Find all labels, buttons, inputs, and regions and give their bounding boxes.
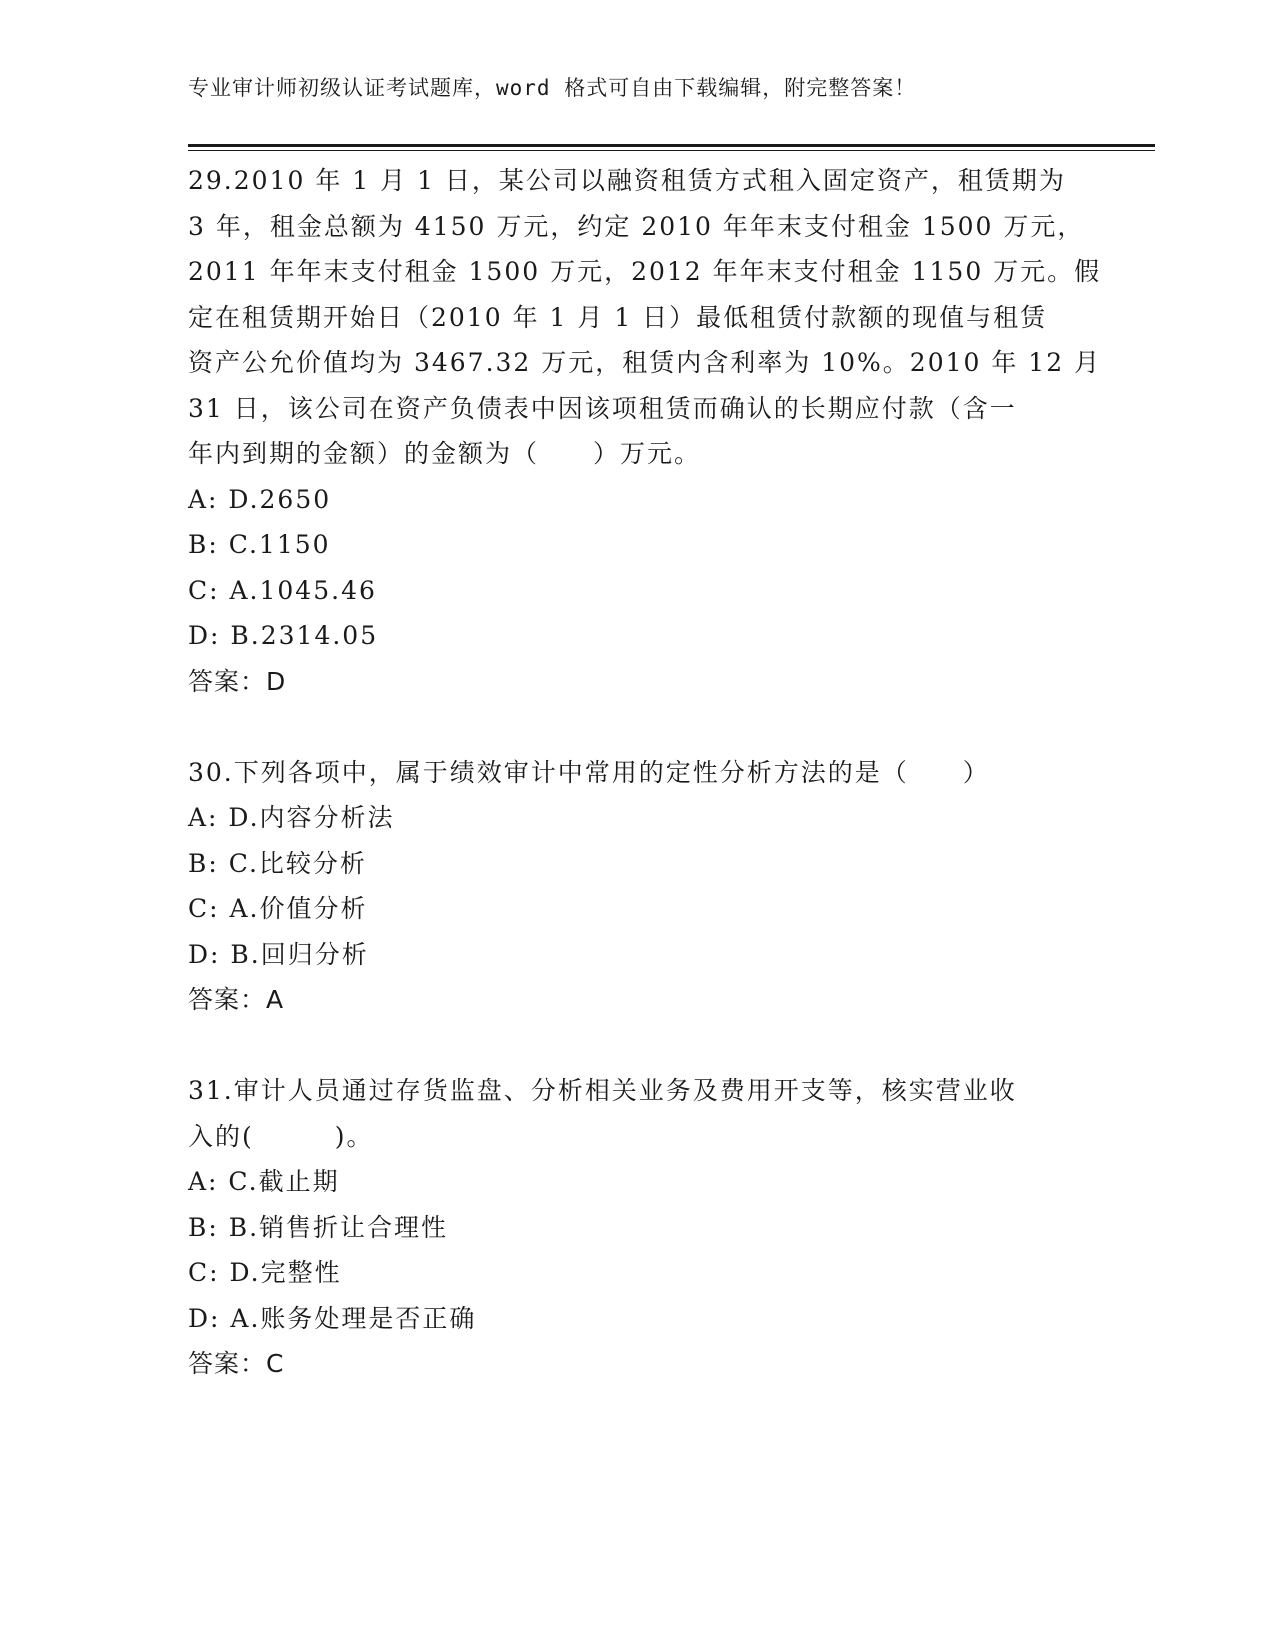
question-stem-line: 3 年，租金总额为 4150 万元，约定 2010 年年末支付租金 1500 万元， xyxy=(188,211,1085,241)
question-29 xyxy=(188,158,1102,704)
question-stem-line: 年内到期的金额）的金额为（ ）万元。 xyxy=(188,439,702,468)
question-stem-line: 30.下列各项中，属于绩效审计中常用的定性分析方法的是（ ） xyxy=(188,757,990,787)
header-rule-thick xyxy=(188,144,1155,147)
option-c: C: A.价值分析 xyxy=(188,894,368,923)
answer-label: 答案：A xyxy=(188,985,285,1014)
answer-label: 答案：C xyxy=(188,1349,285,1378)
question-list xyxy=(188,158,1102,1387)
question-spacer xyxy=(188,1023,1088,1069)
question-stem-line: 31.审计人员通过存货监盘、分析相关业务及费用开支等，核实营业收 xyxy=(188,1076,1017,1105)
option-a: A: D.2650 xyxy=(188,484,332,514)
option-d: D: B.回归分析 xyxy=(188,939,369,969)
question-stem-line: 定在租赁期开始日（2010 年 1 月 1 日）最低租赁付款额的现值与租赁 xyxy=(188,302,1048,332)
option-d: D: A.账务处理是否正确 xyxy=(188,1303,477,1333)
question-stem-line: 2011 年年末支付租金 1500 万元，2012 年年末支付租金 1150 万元。假 xyxy=(188,257,1102,286)
option-d: D: B.2314.05 xyxy=(188,621,379,650)
option-b: B: C.比较分析 xyxy=(188,848,367,878)
option-b: B: C.1150 xyxy=(188,530,331,559)
question-stem-line: 29.2010 年 1 月 1 日，某公司以融资租赁方式租入固定资产，租赁期为 xyxy=(188,166,1066,195)
option-a: A: C.截止期 xyxy=(188,1167,340,1196)
question-stem-line: 资产公允价值均为 3467.32 万元，租赁内含利率为 10%。2010 年 12 月 xyxy=(188,348,1102,377)
question-stem-line: 31 日，该公司在资产负债表中因该项租赁而确认的长期应付款（含一 xyxy=(188,393,1017,423)
question-stem-line: 入的( )。 xyxy=(188,1121,374,1151)
question-spacer xyxy=(188,704,1088,750)
answer-label: 答案：D xyxy=(188,666,287,696)
question-31 xyxy=(188,1068,1088,1387)
option-c: C: D.完整性 xyxy=(188,1258,342,1287)
option-a: A: D.内容分析法 xyxy=(188,803,395,832)
question-30 xyxy=(188,750,1088,1023)
option-b: B: B.销售折让合理性 xyxy=(188,1212,449,1242)
option-c: C: A.1045.46 xyxy=(188,575,377,605)
header-rule-thin xyxy=(188,150,1155,151)
page-header: 专业审计师初级认证考试题库，word 格式可自由下载编辑，附完整答案！ xyxy=(188,76,917,100)
